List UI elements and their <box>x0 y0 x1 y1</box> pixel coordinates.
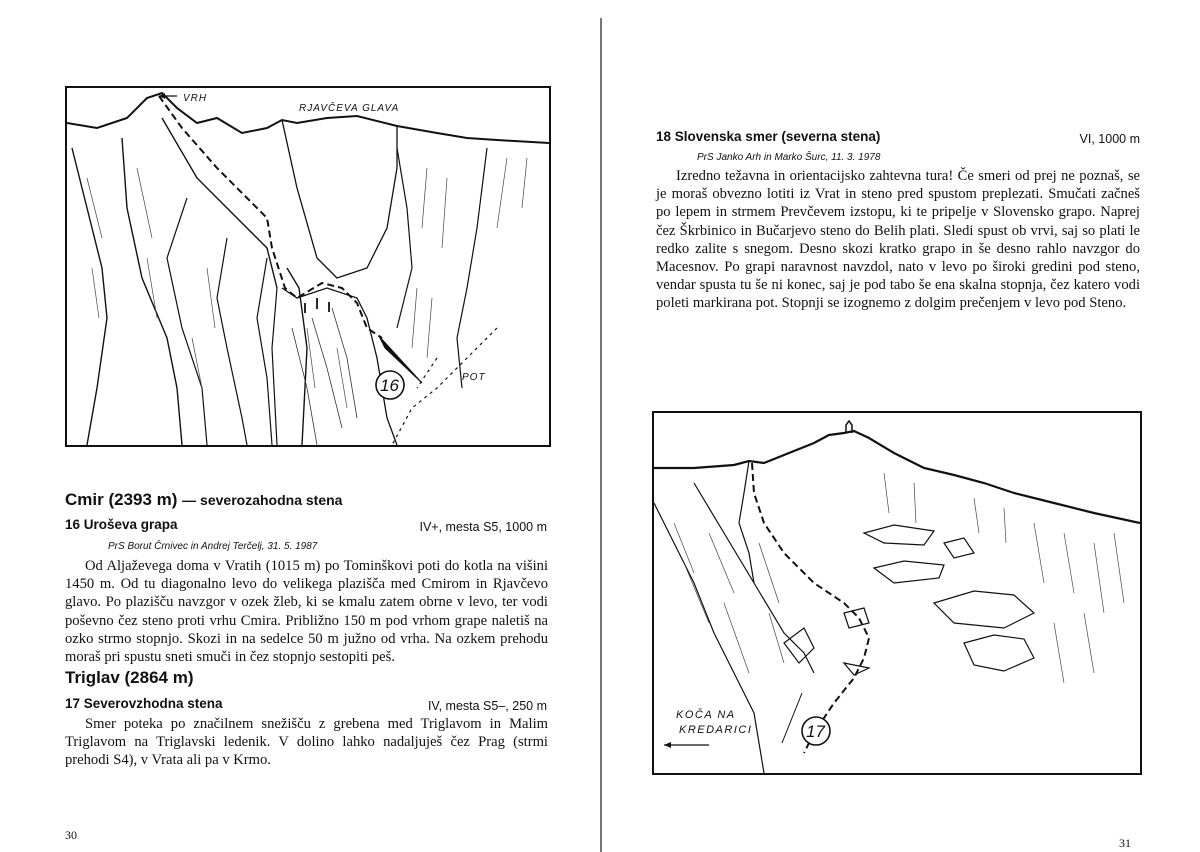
right-page <box>602 0 1200 852</box>
route-17-title: 17 Severovzhodna stena <box>65 696 223 711</box>
page-number-right: 31 <box>1119 836 1131 850</box>
figure-route-17-sketch <box>652 411 1142 775</box>
mountain-sketch-17 <box>654 413 1140 773</box>
heading-cmir <box>65 490 342 510</box>
route-number-17: 17 <box>806 722 825 741</box>
route-16-credit: PrS Borut Črnivec in Andrej Terčelj, 31. 5. 1987 <box>108 541 318 552</box>
route-16-grade: IV+, mesta S5, 1000 m <box>419 520 547 534</box>
route-17-description: Smer poteka po značilnem snežišču z grebena med Triglavom in Malim Triglavom na Triglavski ledenik. V dolino lahko nadaljuješ čez Prag (strmi prehodi S4), v Vrata ali pa v Krmo. <box>65 716 548 769</box>
heading-cmir-sub: — severozahodna stena <box>182 492 343 508</box>
label-rjavceva-glava: RJAVČEVA GLAVA <box>299 103 400 114</box>
mountain-sketch-16 <box>67 88 549 445</box>
route-16-title: 16 Uroševa grapa <box>65 517 178 532</box>
route-17-grade: IV, mesta S5–, 250 m <box>427 699 547 713</box>
route-number-16: 16 <box>380 376 399 395</box>
label-kredarici: KREDARICI <box>679 724 753 736</box>
left-page <box>0 0 598 852</box>
label-koca-na: KOČA NA <box>676 709 736 721</box>
label-pot: POT <box>462 372 486 383</box>
route-18-grade: VI, 1000 m <box>1079 132 1140 146</box>
route-16-description: Od Aljaževega doma v Vratih (1015 m) po Tominškovi poti do kotla na višini 1450 m. Od tu diagonalno levo do velikega plazišča med Cmirom in Rjavčevo glavo. Po plazišču navzgor v ozek žleb, ki se kmalu zatem obrne v levo, ter vodi poševno čez steno proti vrhu Cmira. Približno 150 m pod vrhom grape naletiš na ozko strmo stopnjo. Skozi in na sedelce 50 m južno od vrha. Na ozkem prehodu moraš pri spustu sneti smuči in čez stopnjo sestopiti peš. <box>65 558 548 666</box>
heading-triglav: Triglav (2864 m) <box>65 668 194 687</box>
heading-cmir-title: Cmir (2393 m) <box>65 490 178 509</box>
figure-route-16-sketch <box>65 86 551 447</box>
route-18-description: Izredno težavna in orientacijsko zahtevna tura! Če smeri od prej ne poznaš, se je moraš obvezno lotiti iz Vrat in steno pred spustom preplezati. Smučati začneš po lepem in strmem Prevčevem izstopu, ki te pripelje v Slovensko grapo. Naprej čez Škrbinico in Bučarjevo steno do Belih plati. Sledi spust ob vrvi, saj so plati le redko zalite s snegom. Desno skozi kratko grapo in še desno rahlo navzgor do Macesnov. Po grapi naravnost navzdol, nato v levo po široki gredini pod steno, vendar spusta tu še ni konec, saj je pod tabo še ena skalna stopnja, čez katero vodi poleti markirana pot. Stopnji se izognemo z dolgim prečenjem v levo pod Steno. <box>656 168 1140 312</box>
page-number-left: 30 <box>65 828 77 842</box>
route-18-credit: PrS Janko Arh in Marko Šurc, 11. 3. 1978 <box>697 152 881 163</box>
label-vrh: VRH <box>183 93 208 104</box>
route-18-title: 18 Slovenska smer (severna stena) <box>656 129 881 144</box>
